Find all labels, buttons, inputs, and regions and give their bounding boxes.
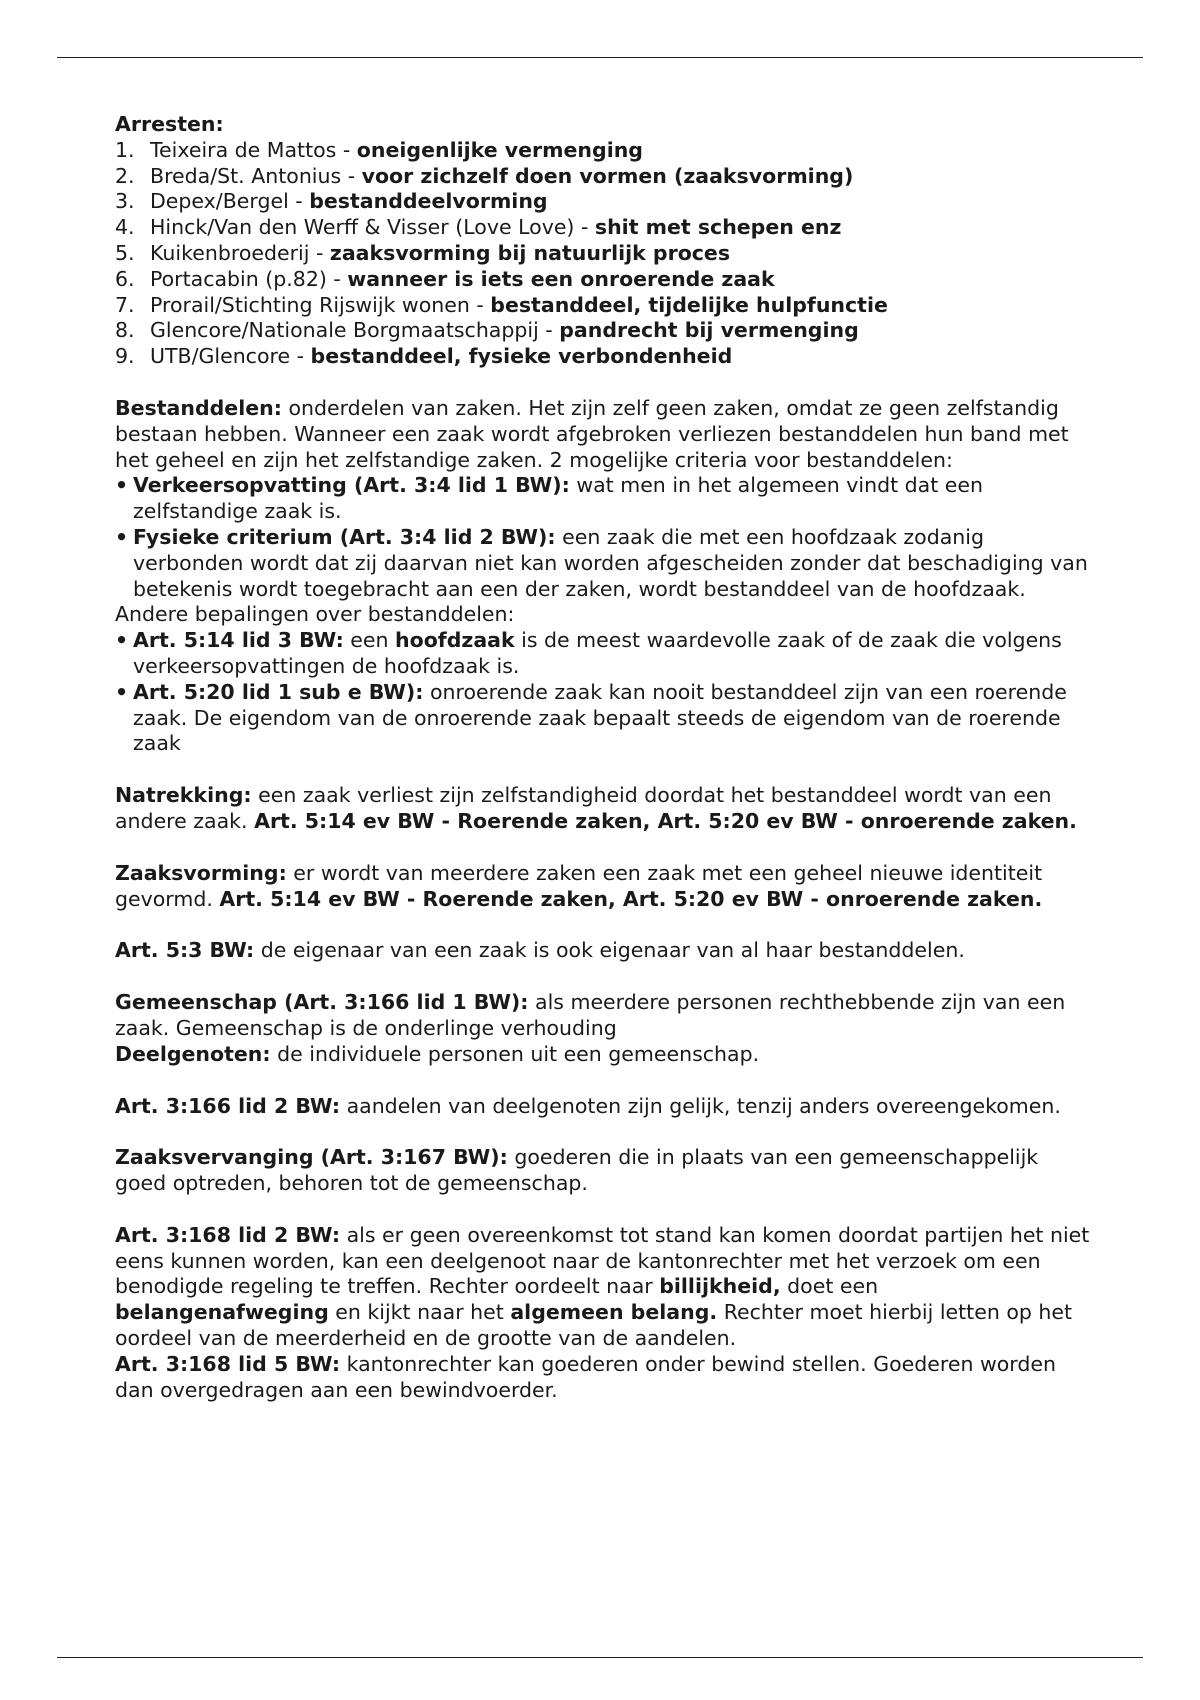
gemeenschap-paragraph: Gemeenschap (Art. 3:166 lid 1 BW): als meerdere personen rechthebbende zijn van een zaak. Gemeenschap is de onderlinge verhouding (115, 990, 1066, 1040)
list-item: 8. Glencore/Nationale Borgmaatschappij - pandrecht bij vermenging (115, 318, 859, 343)
list-item: 3. Depex/Bergel - bestanddeelvorming (115, 189, 548, 214)
header-rule (57, 57, 1143, 58)
art-3-166-paragraph: Art. 3:166 lid 2 BW: aandelen van deelgenoten zijn gelijk, tenzij anders overeengekomen. (115, 1093, 1061, 1118)
bestanddelen-paragraph: Bestanddelen: onderdelen van zaken. Het zijn zelf geen zaken, omdat ze geen zelfstandig bestaan hebben. Wanneer een zaak wordt afgebroken verliezen bestanddelen hun band met het geheel en zijn het zelfstandige zaken. 2 mogelijke criteria voor bestanddelen: (115, 395, 1069, 472)
andere-bepalingen: Andere bepalingen over bestanddelen: (115, 602, 515, 627)
list-item: 7. Prorail/Stichting Rijswijk wonen - bestanddeel, tijdelijke hulpfunctie (115, 292, 888, 317)
list-item: 5. Kuikenbroederij - zaaksvorming bij natuurlijk proces (115, 240, 731, 265)
list-item: • Art. 5:14 lid 3 BW: een hoofdzaak is de meest waardevolle zaak of de zaak die volgens verkeersopvattingen de hoofdzaak is. (115, 628, 1095, 680)
list-item: 6. Portacabin (p.82) - wanneer is iets een onroerende zaak (115, 266, 775, 291)
list-item: 1. Teixeira de Mattos - oneigenlijke vermenging (115, 137, 643, 162)
art-3-168-lid-2-paragraph: Art. 3:168 lid 2 BW: als er geen overeenkomst tot stand kan komen doordat partijen het niet eens kunnen worden, kan een deelgenoot naar de kantonrechter met het verzoek om een benodigde regeling te treffen. Rechter oordeelt naar billijkheid, doet een belangenafweging en kijkt naar het algemeen belang. Rechter moet hierbij letten op het oordeel van de meerderheid en de grootte van de aandelen. (115, 1222, 1090, 1351)
list-item: 9. UTB/Glencore - bestanddeel, fysieke verbondenheid (115, 344, 733, 369)
zaaksvervanging-paragraph: Zaaksvervanging (Art. 3:167 BW): goederen die in plaats van een gemeenschappelijk goed optreden, behoren tot de gemeenschap. (115, 1145, 1039, 1196)
art-5-3-paragraph: Art. 5:3 BW: de eigenaar van een zaak is ook eigenaar van al haar bestanddelen. (115, 938, 965, 963)
deelgenoten-paragraph: Deelgenoten: de individuele personen uit een gemeenschap. (115, 1041, 760, 1066)
list-item: • Art. 5:20 lid 1 sub e BW): onroerende zaak kan nooit bestanddeel zijn van een roerende zaak. De eigendom van de onroerende zaak bepaalt steeds de eigendom van de roerende zaak (115, 680, 1095, 757)
zaaksvorming-paragraph: Zaaksvorming: er wordt van meerdere zaken een zaak met een geheel nieuwe identiteit gevormd. Art. 5:14 ev BW - Roerende zaken, Art. 5:20 ev BW - onroerende zaken. (115, 860, 1043, 911)
list-item: • Verkeersopvatting (Art. 3:4 lid 1 BW): wat men in het algemeen vindt dat een zelfstandige zaak is. (115, 473, 1095, 525)
criteria-list (115, 473, 1095, 602)
natrekking-paragraph: Natrekking: een zaak verliest zijn zelfstandigheid doordat het bestanddeel wordt van een andere zaak. Art. 5:14 ev BW - Roerende zaken, Art. 5:20 ev BW - onroerende zaken. (115, 783, 1077, 833)
arresten-list (115, 138, 1095, 370)
art-3-168-lid-5-paragraph: Art. 3:168 lid 5 BW: kantonrechter kan goederen onder bewind stellen. Goederen worden dan overgedragen aan een bewindvoerder. (115, 1351, 1056, 1402)
andere-list (115, 628, 1095, 757)
arresten-heading: Arresten: (115, 112, 224, 136)
footer-rule (57, 1657, 1143, 1658)
list-item: 2. Breda/St. Antonius - voor zichzelf doen vormen (zaaksvorming) (115, 163, 854, 188)
list-item: • Fysieke criterium (Art. 3:4 lid 2 BW): een zaak die met een hoofdzaak zodanig verbonden wordt dat zij daarvan niet kan worden afgescheiden zonder dat beschadiging van betekenis wordt toegebracht aan een der zaken, wordt bestanddeel van de hoofdzaak. (115, 525, 1095, 602)
list-item: 4. Hinck/Van den Werff & Visser (Love Love) - shit met schepen enz (115, 215, 842, 240)
document-body (115, 112, 1095, 1403)
